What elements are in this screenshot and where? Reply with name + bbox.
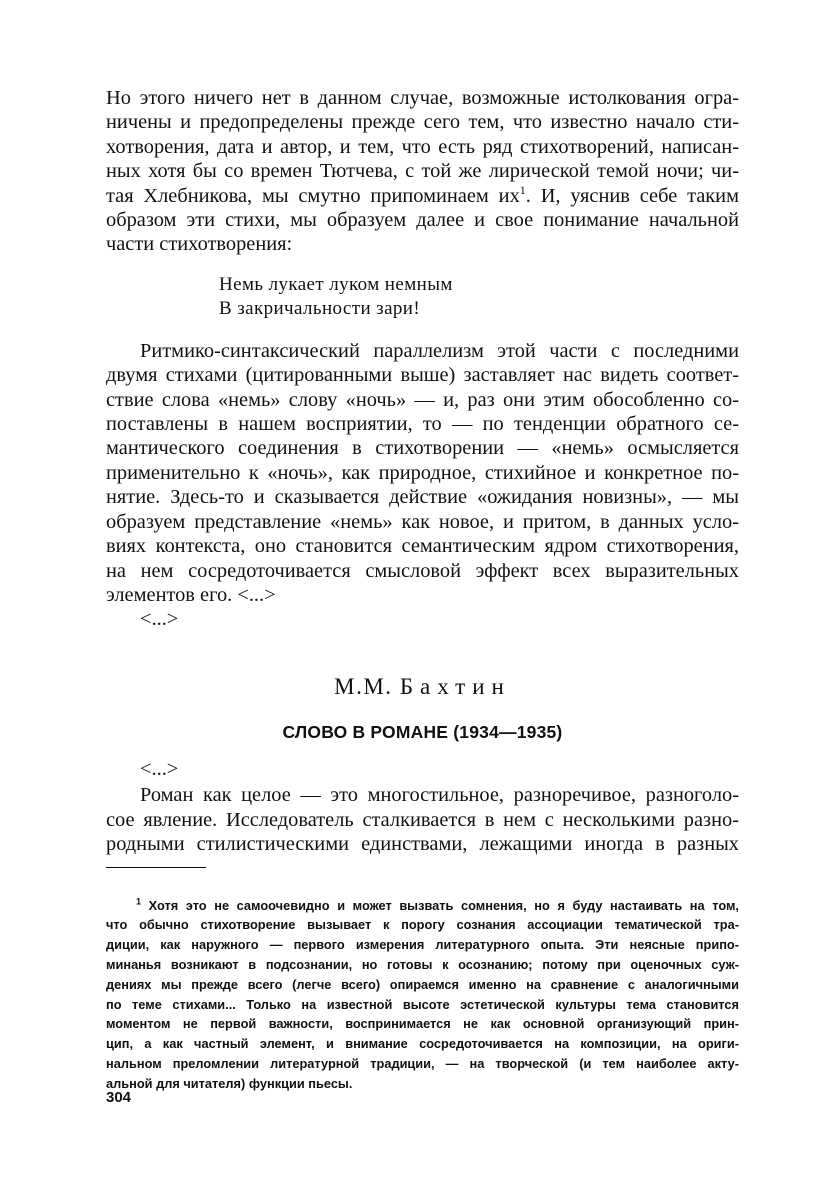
text-line-with-footnote-ref: [106, 184, 739, 208]
text-line: хотворения, дата и автор, и тем, что есть ряд стихотворений, написан-: [106, 135, 739, 158]
verse-line: Немь лукает луком немным: [219, 273, 453, 295]
text-line: Но этого ничего нет в данном случае, возможные истолкования огра-: [106, 87, 739, 109]
text-line: элементов его. <...>: [106, 583, 276, 606]
paragraph-2: [106, 339, 739, 607]
text-fragment: тая Хлебникова, мы смутно припоминаем их: [106, 184, 520, 207]
text-line: применительно к «ночь», как природное, стихийное и конкретное по-: [106, 461, 739, 484]
omission-mark: <...>: [140, 608, 179, 631]
footnote-line: цип, а как частный элемент, и внимание сосредоточивается на композиции, на ориги-: [106, 1036, 739, 1052]
text-line: Ритмико-синтаксический параллелизм этой части с последними: [140, 339, 739, 362]
footnote-divider: [106, 867, 206, 868]
footnote-reference[interactable]: 1: [519, 182, 526, 197]
text-line: ствие слова «немь» слову «ночь» — и, раз они этим обособленно со-: [106, 388, 739, 411]
footnote-line: моментом не первой важности, воспринимается не как основной организующий прин-: [106, 1016, 739, 1032]
text-line: ничены и предопределены прежде сего тем, что известно начало сти-: [106, 111, 739, 134]
footnote-line: минанья возникают в подсознании, но готовы к осознанию; потому при оценочных суж-: [106, 956, 739, 972]
work-title: СЛОВО В РОМАНЕ (1934—1935): [282, 722, 563, 743]
text-line: виях контекста, оно становится семантическим ядром стихотворения,: [106, 535, 739, 558]
page-body: [106, 86, 739, 1094]
footnote-line: диции, как наружного — первого измерения литературного опыта. Эти неясные припо-: [106, 937, 739, 953]
footnote: [106, 896, 739, 1094]
verse-line: В закричальности зари!: [219, 297, 421, 319]
text-line: образуем представление «немь» как новое, и притом, в данных усло-: [106, 510, 739, 533]
text-line: нятие. Здесь-то и сказывается действие «ожидания новизны», — мы: [106, 486, 739, 509]
text-line: поставлены в нашем восприятии, то — по тенденции обратного се-: [106, 413, 739, 436]
text-line: сое явление. Исследователь сталкивается в нем с несколькими разно-: [106, 808, 739, 831]
text-fragment: Хотя это не самоочевидно и может вызвать сомнения, но я буду настаивать на том,: [148, 897, 739, 913]
text-line: мантического соединения в стихотворении — «немь» осмысляется: [106, 437, 739, 460]
author-surname: Бахтин: [399, 674, 511, 700]
omission-mark: <...>: [140, 758, 179, 781]
text-line: двумя стихами (цитированными выше) заставляет нас видеть соответ-: [106, 364, 739, 387]
text-line: части стихотворения:: [106, 233, 293, 256]
text-line: Роман как целое — это многостильное, разноречивое, разноголо-: [140, 784, 739, 807]
footnote-marker: 1: [136, 896, 142, 907]
text-line: на нем сосредоточивается смысловой эффект всех выразительных: [106, 559, 739, 582]
footnote-line: что обычно стихотворение вызывает к порогу сознания ассоциации тематической тра-: [106, 917, 739, 933]
footnote-line: по теме стихами... Только на известной высоте эстетической культуры тема становится: [106, 996, 739, 1012]
author-initials: М.М.: [334, 674, 393, 700]
paragraph-1: [106, 86, 739, 257]
footnote-line: дениях мы прежде всего (легче всего) опираемся именно на сравнение с аналогичными: [106, 976, 739, 992]
footnote-line: альной для читателя) функции пьесы.: [106, 1075, 353, 1091]
paragraph-3: [106, 783, 739, 856]
text-line: образом эти стихи, мы образуем далее и свое понимание начальной: [106, 209, 739, 232]
text-line: ных хотя бы со времен Тютчева, с той же лирической темой ночи; чи-: [106, 160, 739, 183]
text-line: родными стилистическими единствами, лежащими иногда в разных: [106, 833, 739, 856]
footnote-line: нальном преломлении литературной традиции, — на творческой (и тем наиболее акту-: [106, 1055, 739, 1071]
verse-quote: [219, 273, 739, 321]
page-number: 304: [106, 1089, 132, 1106]
text-fragment: . И, уяснив себе таким: [525, 184, 739, 207]
author-heading: [106, 674, 739, 700]
footnote-line: [106, 896, 739, 916]
